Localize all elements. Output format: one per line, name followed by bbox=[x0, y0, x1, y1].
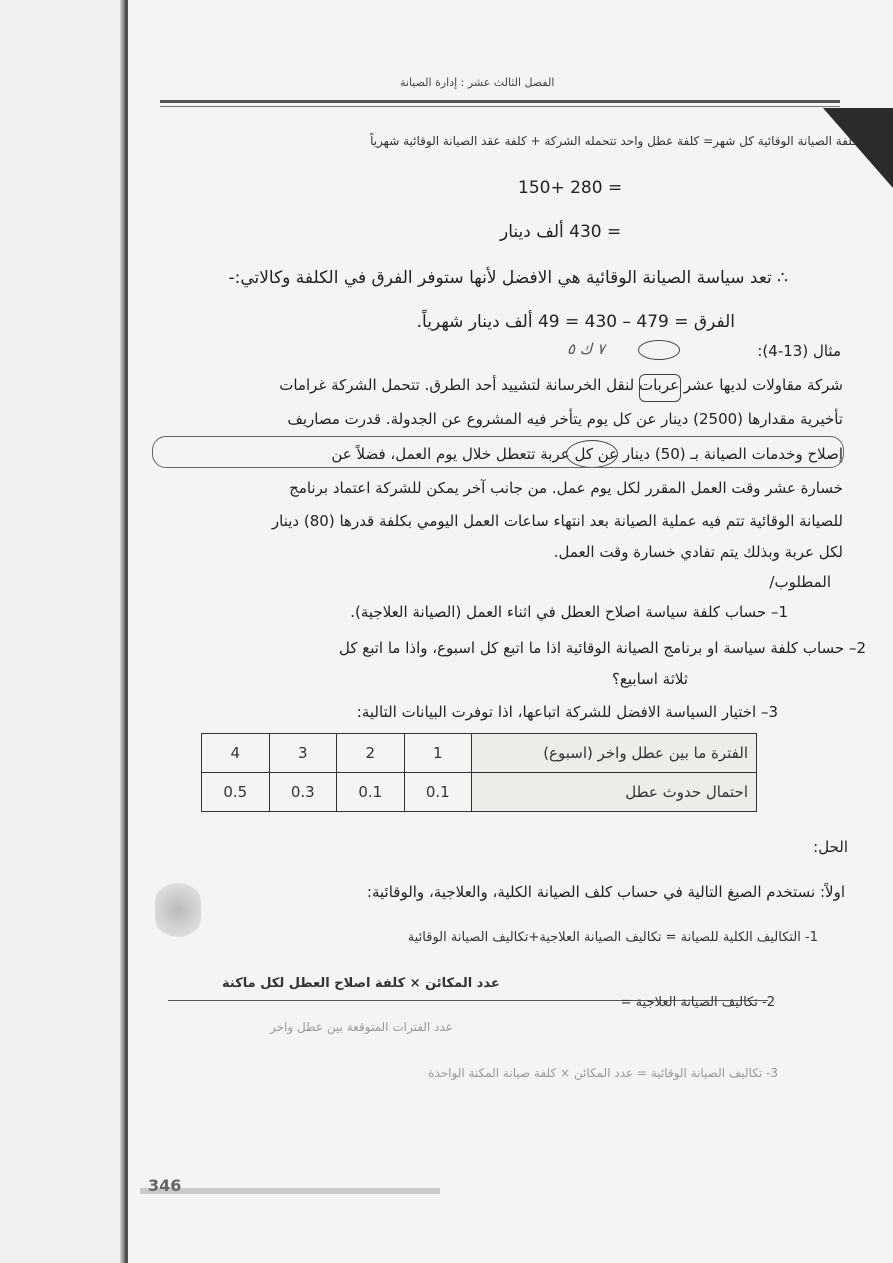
table-cell: 2 bbox=[337, 734, 405, 773]
solution-label: الحل: bbox=[813, 838, 848, 856]
requirement-1: 1– حساب كلفة سياسة اصلاح العطل في اثناء العمل (الصيانة العلاجية). bbox=[350, 603, 788, 621]
ink-smudge bbox=[155, 880, 201, 940]
header-rule bbox=[160, 100, 840, 103]
calc-line-1: 150+ 280 = bbox=[518, 178, 623, 198]
requirement-2: 2– حساب كلفة سياسة او برنامج الصيانة الوقائية اذا ما اتبع كل اسبوع، واذا ما اتبع كل bbox=[338, 639, 866, 657]
formula-1: 1- التكاليف الكلية للصيانة = تكاليف الصيانة العلاجية+تكاليف الصيانة الوقائية bbox=[407, 930, 818, 945]
chapter-header: الفصل الثالث عشر : إدارة الصيانة bbox=[400, 76, 555, 89]
formula-3: 3- تكاليف الصيانة الوقائية = عدد المكائن × كلفة صيانة المكنة الواحدة bbox=[428, 1066, 778, 1080]
handwritten-box bbox=[639, 374, 681, 402]
handwritten-bracket bbox=[152, 436, 844, 468]
table-row-header: احتمال حدوث عطل bbox=[472, 773, 757, 812]
required-label: المطلوب/ bbox=[769, 573, 831, 591]
requirement-2-cont: ثلاثة اسابيع؟ bbox=[611, 670, 688, 688]
paragraph-line: شركة مقاولات لديها عشر عربات لنقل الخرسانة لتشييد أحد الطرق. تتحمل الشركة غرامات bbox=[279, 376, 843, 394]
page-number: 346 bbox=[148, 1176, 182, 1195]
table-cell: 3 bbox=[269, 734, 337, 773]
page-corner-shadow bbox=[823, 108, 893, 188]
formula-2-denominator: عدد الفترات المتوقعة بين عطل واخر bbox=[270, 1020, 453, 1034]
table-cell: 0.1 bbox=[337, 773, 405, 812]
header-rule-thin bbox=[160, 106, 840, 107]
formula-line: كلفة الصيانة الوقائية كل شهر= كلفة عطل واحد تتحمله الشركة + كلفة عقد الصيانة الوقائية شهرياً bbox=[370, 134, 858, 148]
table-cell: 1 bbox=[404, 734, 472, 773]
table-cell: 0.5 bbox=[202, 773, 270, 812]
therefore-line: ∴ تعد سياسة الصيانة الوقائية هي الافضل لأنها ستوفر الفرق في الكلفة وكالاتي:- bbox=[228, 268, 788, 288]
formula-2-label: 2- تكاليف الصيانة العلاجية = bbox=[620, 995, 775, 1010]
requirement-3: 3– اختيار السياسة الافضل للشركة اتباعها، اذا توفرت البيانات التالية: bbox=[356, 703, 778, 721]
left-page bbox=[0, 0, 128, 1263]
table-row bbox=[202, 773, 757, 812]
table-cell: 0.3 bbox=[269, 773, 337, 812]
handwritten-circle bbox=[638, 340, 680, 360]
difference-line: الفرق = 479 – 430 = 49 ألف دينار شهرياً. bbox=[416, 312, 735, 332]
table-row-header: الفترة ما بين عطل واخر (اسبوع) bbox=[472, 734, 757, 773]
footer-bar bbox=[140, 1188, 440, 1194]
first-step: اولاً: نستخدم الصيغ التالية في حساب كلف الصيانة الكلية، والعلاجية، والوقائية: bbox=[366, 883, 845, 901]
data-table bbox=[201, 733, 757, 812]
calc-line-2: = 430 ألف دينار bbox=[500, 222, 622, 242]
handwritten-note: ٧ ك ٥ bbox=[567, 340, 606, 358]
paragraph-line: تأخيرية مقدارها (2500) دينار عن كل يوم يتأخر فيه المشروع عن الجدولة. قدرت مصاريف bbox=[287, 410, 843, 428]
example-label: مثال (13-4): bbox=[757, 342, 841, 360]
paragraph-line: للصيانة الوقائية تتم فيه عملية الصيانة بعد انتهاء ساعات العمل اليومي بكلفة قدرها (80) دينار bbox=[271, 512, 843, 530]
paragraph-line: لكل عربة وبذلك يتم تفادي خسارة وقت العمل. bbox=[553, 543, 843, 561]
table-cell: 4 bbox=[202, 734, 270, 773]
formula-2-numerator: عدد المكائن × كلفة اصلاح العطل لكل ماكنة bbox=[222, 976, 500, 991]
table-row bbox=[202, 734, 757, 773]
paragraph-line: إصلاح وخدمات الصيانة بـ (50) دينار عن كل عربة تتعطل خلال يوم العمل، فضلاً عن bbox=[331, 445, 843, 463]
paragraph-line: خسارة عشر وقت العمل المقرر لكل يوم عمل. من جانب آخر يمكن للشركة اعتماد برنامج bbox=[289, 479, 843, 497]
table-cell: 0.1 bbox=[404, 773, 472, 812]
